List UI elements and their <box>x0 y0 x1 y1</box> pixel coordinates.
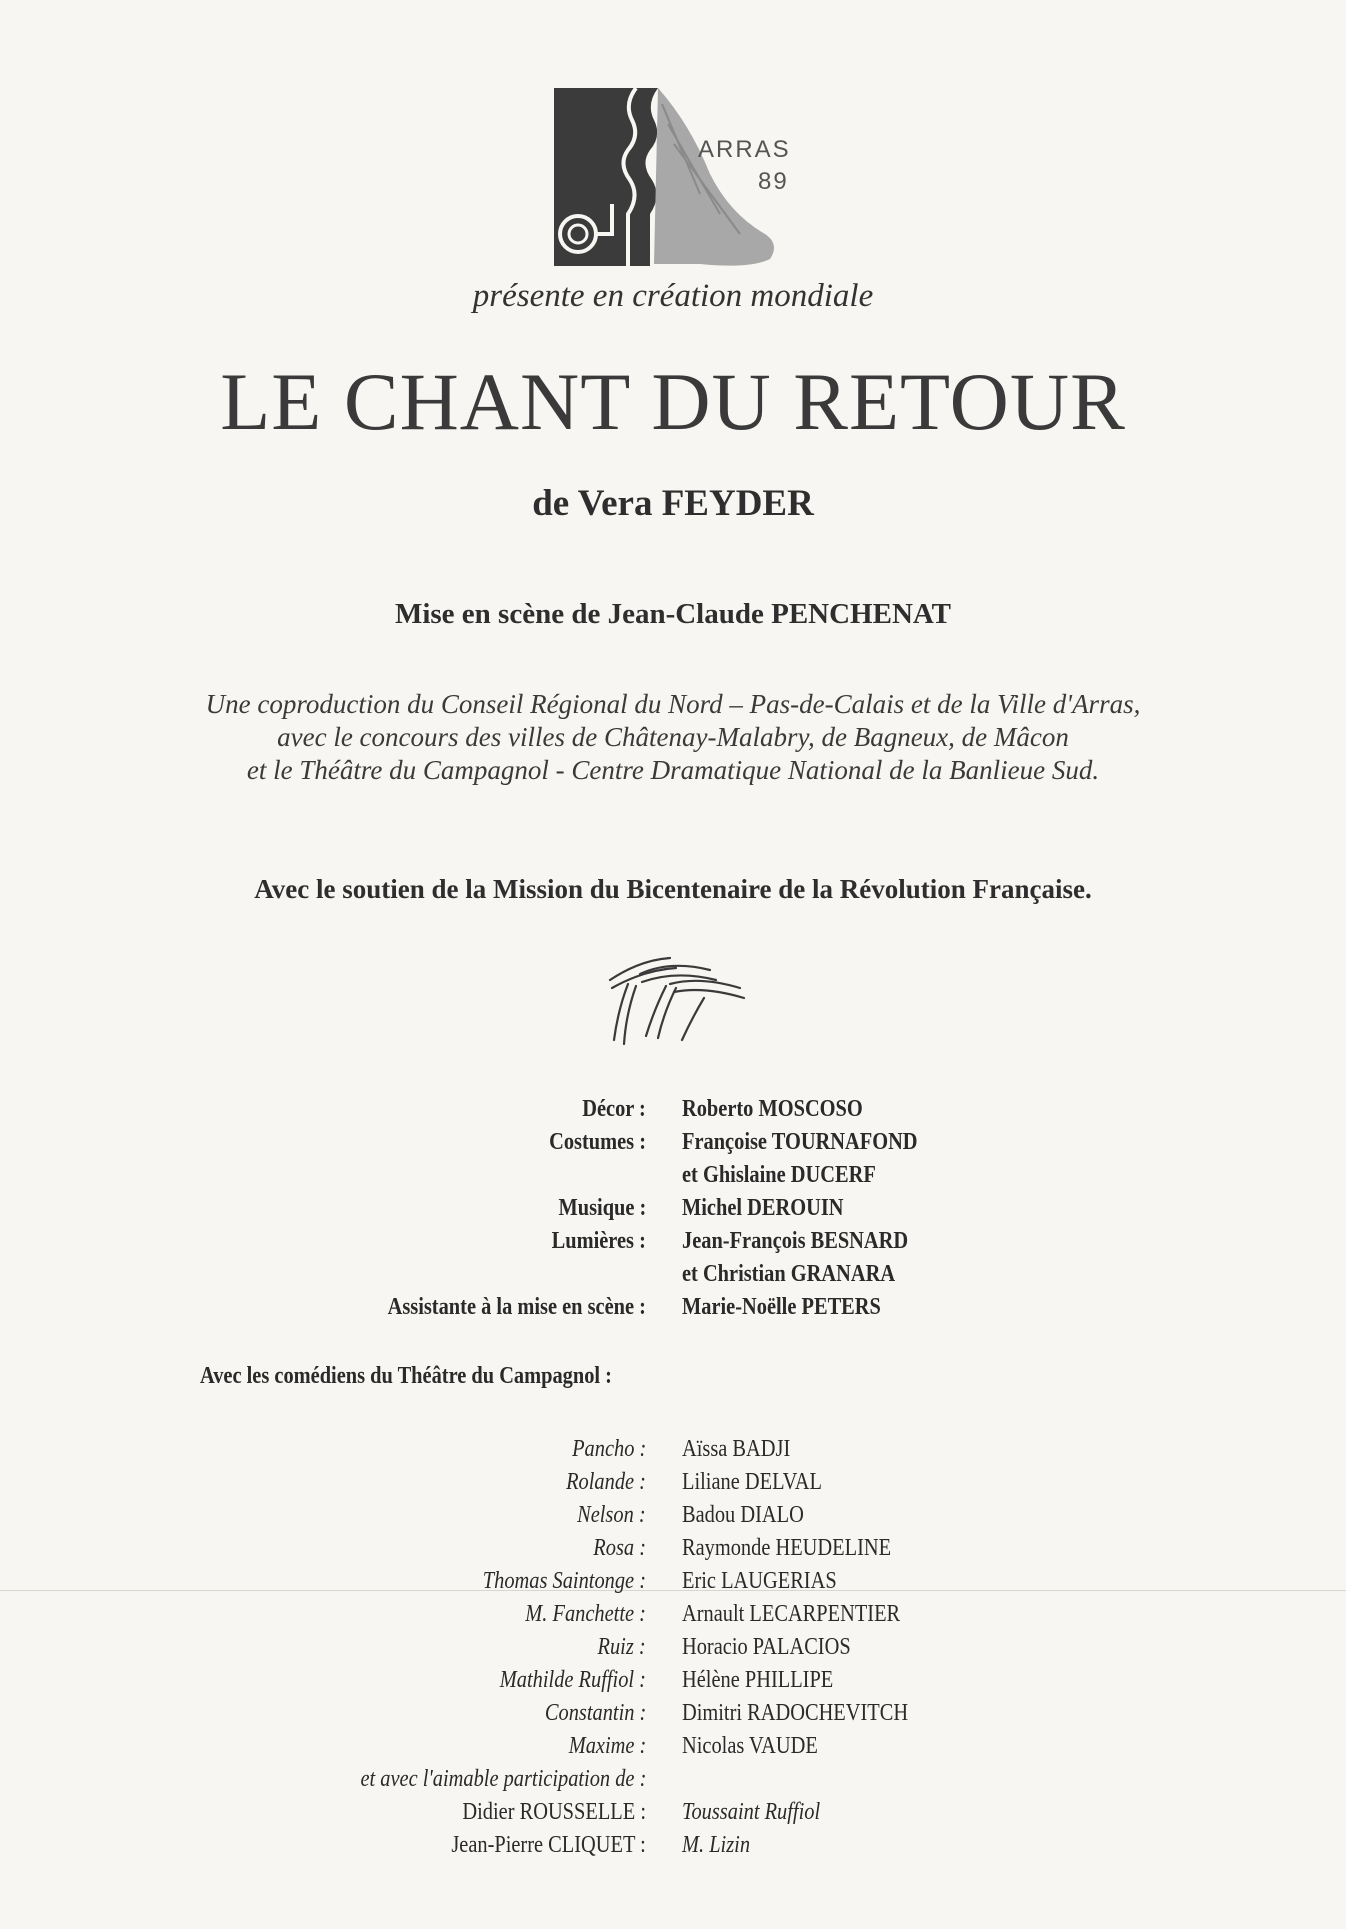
credit-row <box>0 1258 1346 1290</box>
coproduction-line: avec le concours des villes de Châtenay-Malabry, de Bagneux, de Mâcon <box>277 722 1069 752</box>
credit-row <box>0 1291 1346 1323</box>
cast-row <box>0 1697 1346 1729</box>
logo-year-text: 89 <box>758 168 789 195</box>
cast-role: Rolande : <box>566 1469 646 1495</box>
cast-row <box>0 1598 1346 1630</box>
cast-row <box>0 1532 1346 1564</box>
cast-actor: Raymonde HEUDELINE <box>682 1535 892 1561</box>
cast-role: Pancho : <box>571 1436 646 1462</box>
cast-actor: Dimitri RADOCHEVITCH <box>682 1700 909 1726</box>
coproduction-block <box>0 688 1346 787</box>
credit-value: Marie-Noëlle PETERS <box>682 1294 881 1320</box>
cast-role: M. Fanchette : <box>525 1601 646 1627</box>
credit-value: et Christian GRANARA <box>682 1261 896 1287</box>
cast-actor: Nicolas VAUDE <box>682 1733 818 1759</box>
cast-row <box>0 1565 1346 1597</box>
guest-actor: Jean-Pierre CLIQUET : <box>451 1832 646 1858</box>
guest-role: M. Lizin <box>682 1832 751 1858</box>
credit-value: Michel DEROUIN <box>682 1195 844 1221</box>
participation-row <box>0 1763 1346 1795</box>
cast-role: Mathilde Ruffiol : <box>499 1667 646 1693</box>
cast-actor: Badou DIALO <box>682 1502 804 1528</box>
credit-row <box>0 1225 1346 1257</box>
credit-label: Costumes : <box>549 1129 646 1155</box>
arras-89-logo <box>550 84 810 269</box>
cast-role: Maxime : <box>568 1733 646 1759</box>
credit-label: Musique : <box>558 1195 646 1221</box>
guest-row <box>0 1796 1346 1828</box>
cast-actor: Aïssa BADJI <box>682 1436 791 1462</box>
coproduction-line: Une coproduction du Conseil Régional du Nord – Pas-de-Calais et de la Ville d'Arras, <box>205 689 1141 719</box>
author-line: de Vera FEYDER <box>532 483 814 524</box>
credit-row <box>0 1093 1346 1125</box>
troupe-heading <box>200 1363 685 1390</box>
credit-row <box>0 1192 1346 1224</box>
credit-row <box>0 1126 1346 1158</box>
play-title: LE CHANT DU RETOUR <box>220 356 1126 447</box>
credit-value: Jean-François BESNARD <box>682 1228 909 1254</box>
credit-value: Françoise TOURNAFOND <box>682 1129 918 1155</box>
credit-label: Lumières : <box>551 1228 646 1254</box>
bicentenaire-emblem-icon <box>600 940 750 1050</box>
credit-label: Décor : <box>582 1096 646 1122</box>
cast-row <box>0 1466 1346 1498</box>
cast-row <box>0 1499 1346 1531</box>
guest-role: Toussaint Ruffiol <box>682 1799 821 1825</box>
cast-role: Nelson : <box>577 1502 646 1528</box>
cast-actor: Eric LAUGERIAS <box>682 1568 837 1594</box>
cast-actor: Horacio PALACIOS <box>682 1634 851 1660</box>
cast-row <box>0 1664 1346 1696</box>
cast-actor: Liliane DELVAL <box>682 1469 822 1495</box>
support-line: Avec le soutien de la Mission du Bicentenaire de la Révolution Française. <box>254 874 1092 904</box>
credit-value: et Ghislaine DUCERF <box>682 1162 876 1188</box>
guest-row <box>0 1829 1346 1861</box>
credit-label: Assistante à la mise en scène : <box>387 1294 646 1320</box>
cast-actor: Hélène PHILLIPE <box>682 1667 834 1693</box>
cast-role: Ruiz : <box>597 1634 646 1660</box>
credit-row <box>0 1159 1346 1191</box>
troupe-heading-text: Avec les comédiens du Théâtre du Campagnol : <box>200 1363 612 1389</box>
cast-row <box>0 1730 1346 1762</box>
logo-arras-text: ARRAS <box>698 136 791 163</box>
guest-actor: Didier ROUSSELLE : <box>462 1799 646 1825</box>
participation-heading: et avec l'aimable participation de : <box>360 1766 646 1792</box>
presents-line: présente en création mondiale <box>472 278 874 314</box>
cast-row <box>0 1433 1346 1465</box>
cast-role: Constantin : <box>544 1700 646 1726</box>
credit-value: Roberto MOSCOSO <box>682 1096 863 1122</box>
cast-role: Thomas Saintonge : <box>482 1568 646 1594</box>
cast-row <box>0 1631 1346 1663</box>
cast-role: Rosa : <box>593 1535 646 1561</box>
coproduction-line: et le Théâtre du Campagnol - Centre Dramatique National de la Banlieue Sud. <box>246 755 1100 785</box>
director-line: Mise en scène de Jean-Claude PENCHENAT <box>394 598 952 630</box>
cast-actor: Arnault LECARPENTIER <box>682 1601 901 1627</box>
